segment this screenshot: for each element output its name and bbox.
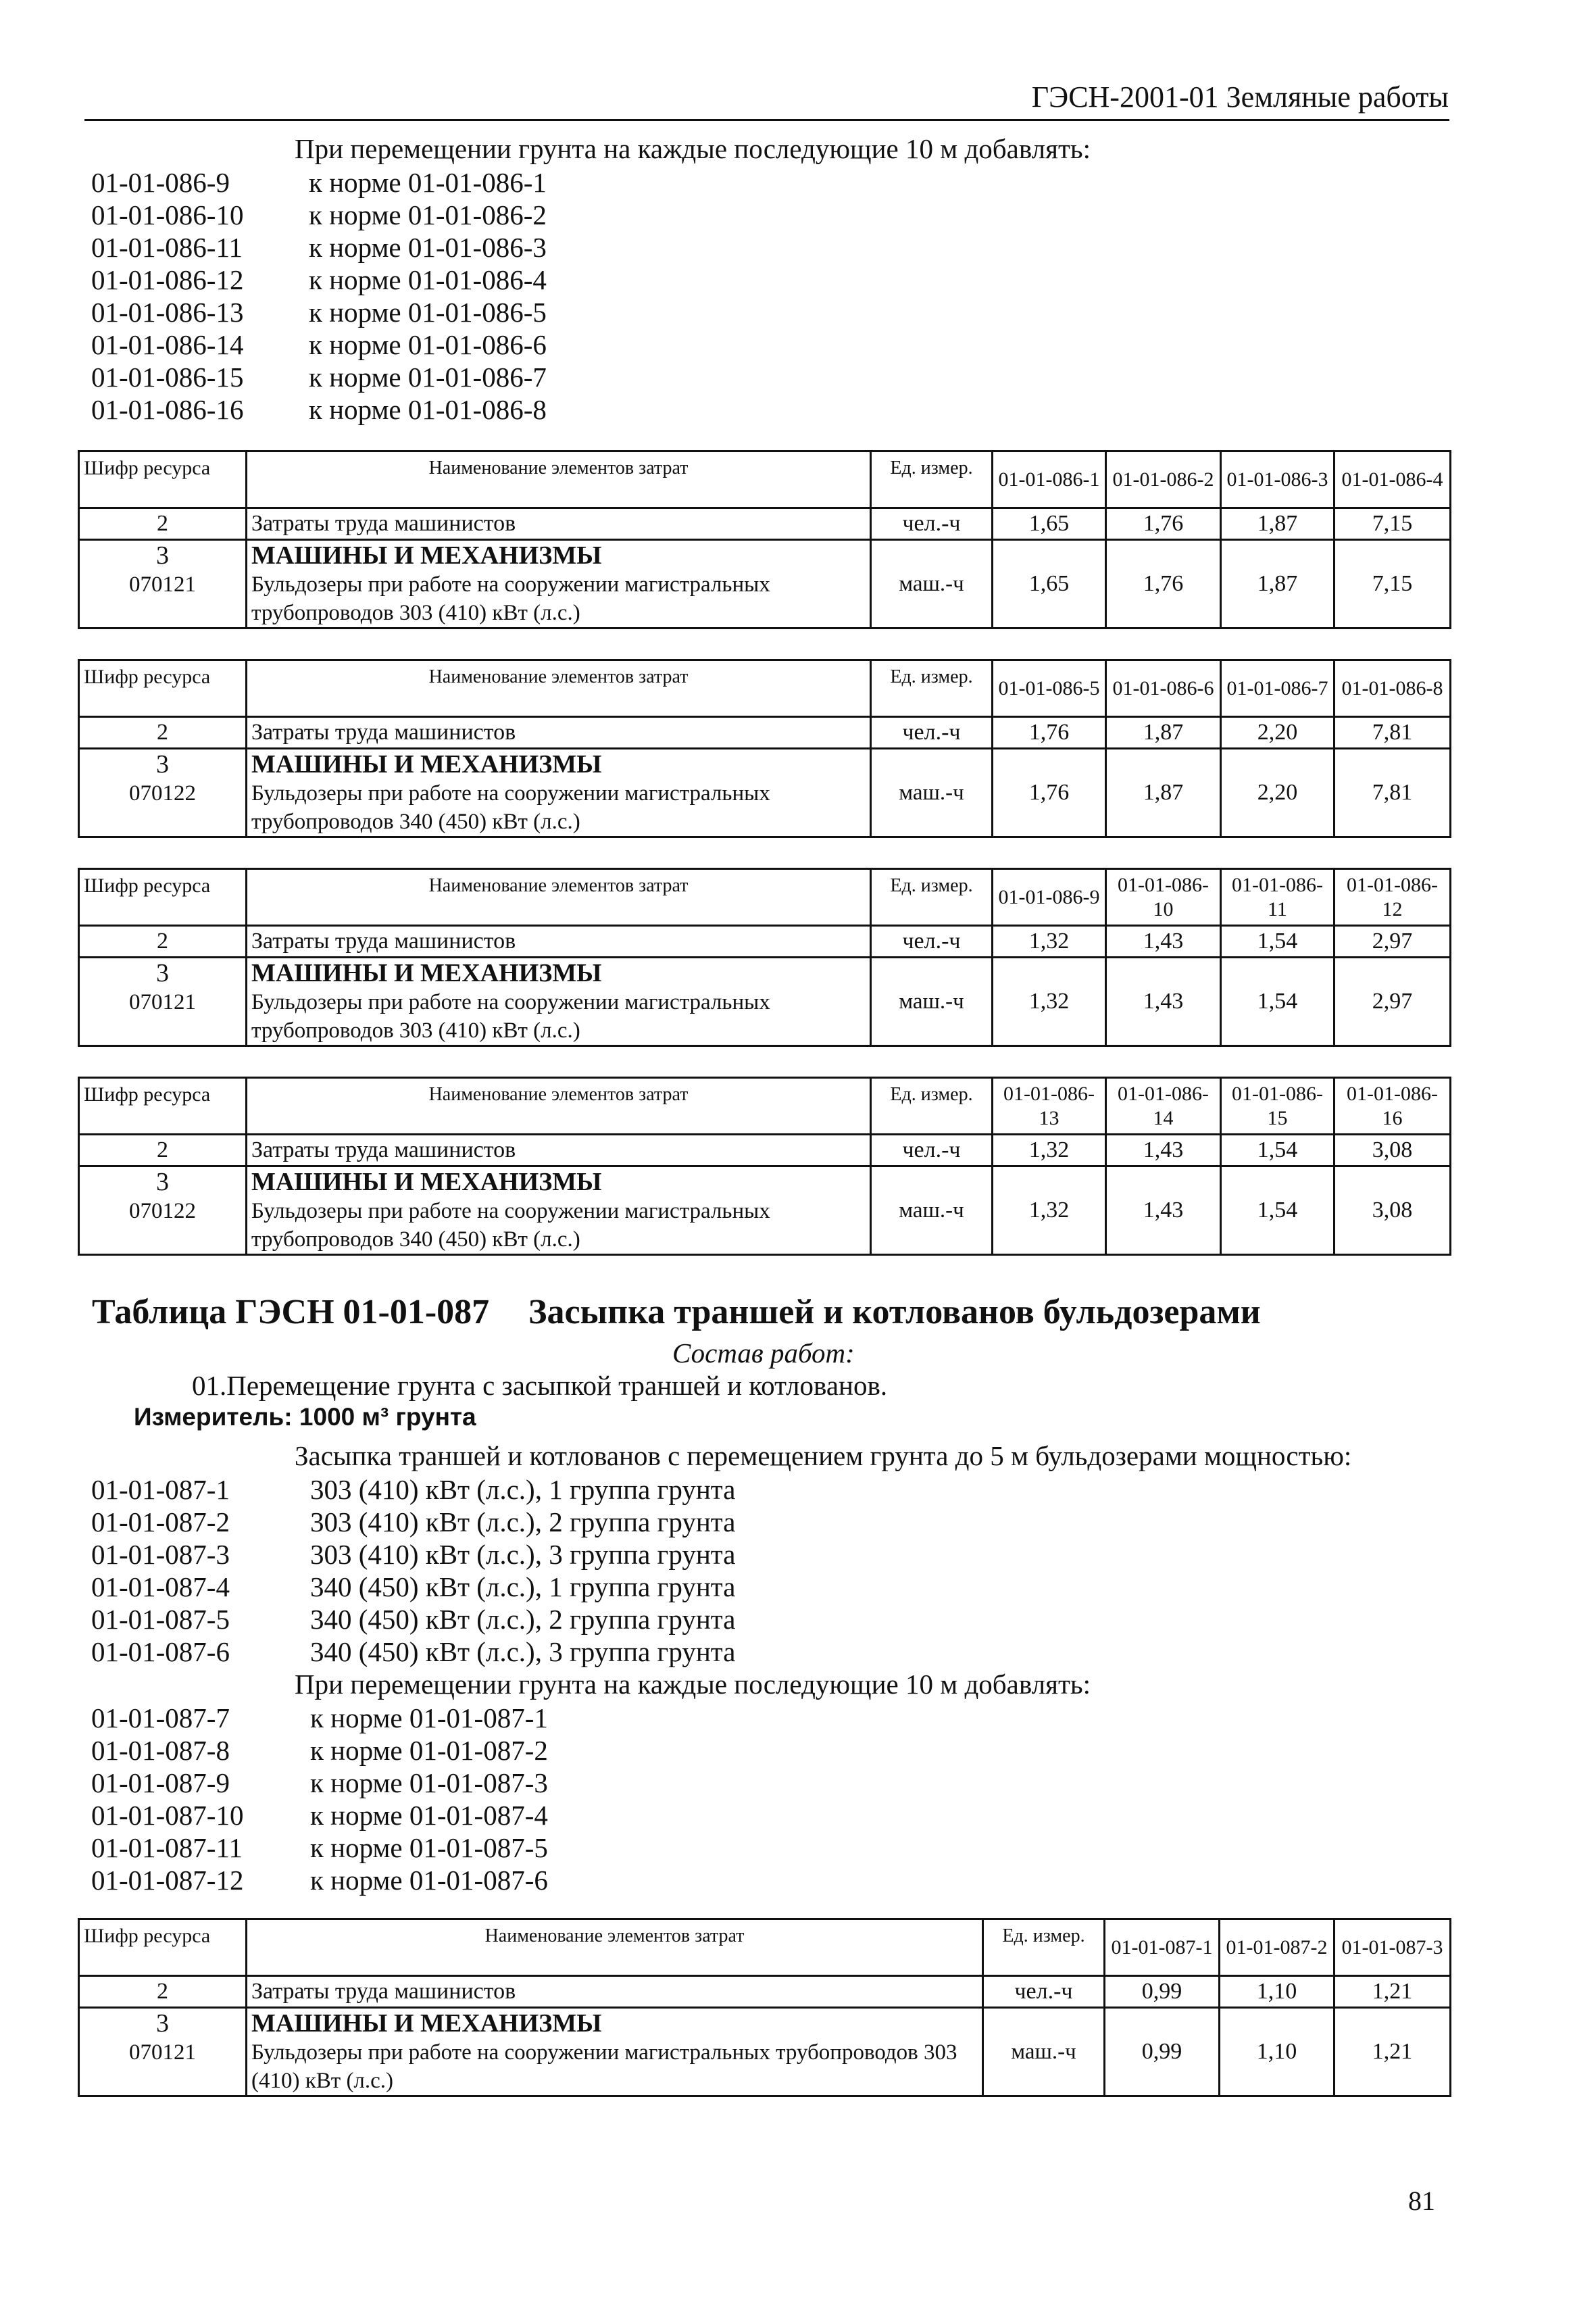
row-value: 7,81 [1335,717,1451,749]
row-value: 1,32 [993,958,1106,1046]
section-code: 3 [79,1166,247,1198]
row-value: 1,43 [1106,1166,1221,1255]
table-row [79,508,1451,540]
intro-087-1: Засыпка траншей и котлованов с перемещением грунта до 5 м бульдозерами мощностью: [295,1440,1352,1471]
col-header-norm: 01-01-086-15 [1221,1078,1335,1135]
norm-text: 303 (410) кВт (л.с.), 2 группа грунта [310,1506,736,1537]
row-value: 3,08 [1335,1135,1451,1166]
resource-table-1 [78,450,1451,629]
norm-code: 01-01-087-2 [91,1506,230,1537]
row-value: 1,76 [1106,508,1221,540]
section-row [79,1166,1451,1198]
row-value: 1,43 [1106,958,1221,1046]
col-header-code: Шифр ресурса [79,869,247,926]
norm-text: к норме 01-01-087-1 [310,1702,548,1733]
row-value: 1,87 [1221,540,1335,629]
norm-code: 01-01-087-10 [91,1800,244,1831]
norm-text: к норме 01-01-087-6 [310,1865,548,1896]
norm-text: к норме 01-01-087-5 [310,1832,548,1863]
row-unit: маш.-ч [983,2008,1105,2096]
composition-item: 01.Перемещение грунта с засыпкой траншей и котлованов. [192,1370,888,1401]
row-value: 1,10 [1220,1976,1335,2008]
row-value: 7,15 [1335,508,1451,540]
row-unit: чел.-ч [871,717,993,749]
resource-table-087 [78,1918,1451,2097]
table-title-code: Таблица ГЭСН 01-01-087 [92,1293,490,1331]
intro-087-2: При перемещении грунта на каждые последующие 10 м добавлять: [295,1669,1091,1700]
col-header-name: Наименование элементов затрат [247,660,871,717]
table-row [79,1135,1451,1166]
row-name: Затраты труда машинистов [247,1135,871,1166]
col-header-norm: 01-01-086-7 [1221,660,1335,717]
norm-code: 01-01-087-9 [91,1767,230,1798]
col-header-norm: 01-01-087-1 [1105,1919,1220,1976]
row-name: Затраты труда машинистов [247,1976,983,2008]
norm-code: 01-01-087-3 [91,1539,230,1570]
table-row [79,1976,1451,2008]
row-value: 1,32 [993,1135,1106,1166]
col-header-name: Наименование элементов затрат [247,869,871,926]
row-unit: чел.-ч [871,926,993,958]
norm-code: 01-01-086-11 [91,232,243,263]
row-value: 1,21 [1335,1976,1451,2008]
norm-code: 01-01-086-10 [91,199,244,230]
norm-text: к норме 01-01-087-2 [310,1735,548,1766]
norm-code: 01-01-087-1 [91,1474,230,1505]
row-value: 0,99 [1105,1976,1220,2008]
meter-value: 1000 м³ грунта [299,1403,476,1431]
row-code: 2 [79,1976,247,2008]
section-row [79,540,1451,571]
row-value: 1,87 [1106,749,1221,837]
row-code: 070122 [79,1197,247,1255]
row-value: 3,08 [1335,1166,1451,1255]
row-value: 0,99 [1105,2008,1220,2096]
col-header-unit: Ед. измер. [871,869,993,926]
table-row [79,926,1451,958]
norm-text: к норме 01-01-086-2 [309,199,547,230]
norm-code: 01-01-087-6 [91,1636,230,1667]
norm-text: 340 (450) кВт (л.с.), 1 группа грунта [310,1571,736,1602]
col-header-norm: 01-01-086-5 [993,660,1106,717]
norm-text: к норме 01-01-086-4 [309,264,547,295]
row-value: 1,87 [1221,508,1335,540]
row-code: 070121 [79,988,247,1046]
norm-code: 01-01-087-7 [91,1702,230,1733]
norm-list-086 [91,166,970,430]
norm-code: 01-01-086-14 [91,329,244,360]
row-code: 2 [79,926,247,958]
row-value: 7,81 [1335,749,1451,837]
norm-text: 340 (450) кВт (л.с.), 2 группа грунта [310,1604,736,1635]
col-header-norm: 01-01-086-4 [1335,451,1451,508]
row-code: 2 [79,508,247,540]
row-unit: маш.-ч [871,958,993,1046]
page-number: 81 [1408,2186,1435,2216]
col-header-code: Шифр ресурса [79,1919,247,1976]
row-name: Затраты труда машинистов [247,926,871,958]
row-value: 2,20 [1221,717,1335,749]
col-header-unit: Ед. измер. [871,660,993,717]
row-value: 1,43 [1106,926,1221,958]
row-code: 070122 [79,779,247,837]
col-header-norm: 01-01-086-10 [1106,869,1221,926]
row-value: 1,76 [993,749,1106,837]
row-value: 1,76 [993,717,1106,749]
row-value: 2,20 [1221,749,1335,837]
section-row [79,2008,1451,2039]
section-title: МАШИНЫ И МЕХАНИЗМЫ [247,958,871,989]
norm-text: к норме 01-01-087-4 [310,1800,548,1831]
col-header-unit: Ед. измер. [871,451,993,508]
col-header-norm: 01-01-086-16 [1335,1078,1451,1135]
row-name: Бульдозеры при работе на сооружении магистральных трубопроводов 340 (450) кВт (л.с.) [247,1197,871,1255]
norm-code: 01-01-087-12 [91,1865,244,1896]
section-code: 3 [79,540,247,571]
col-header-unit: Ед. измер. [983,1919,1105,1976]
row-name: Бульдозеры при работе на сооружении магистральных трубопроводов 340 (450) кВт (л.с.) [247,779,871,837]
section-title: МАШИНЫ И МЕХАНИЗМЫ [247,1166,871,1198]
row-unit: маш.-ч [871,540,993,629]
row-name: Затраты труда машинистов [247,508,871,540]
meter-label: Измеритель: [134,1403,293,1431]
row-name: Бульдозеры при работе на сооружении магистральных трубопроводов 303 (410) кВт (л.с.) [247,2038,983,2096]
norm-text: к норме 01-01-086-8 [309,394,547,425]
col-header-norm: 01-01-086-2 [1106,451,1221,508]
col-header-name: Наименование элементов затрат [247,1919,983,1976]
row-unit: маш.-ч [871,1166,993,1255]
norm-text: к норме 01-01-086-6 [309,329,547,360]
row-value: 2,97 [1335,926,1451,958]
col-header-code: Шифр ресурса [79,451,247,508]
norm-code: 01-01-087-11 [91,1832,243,1863]
row-value: 1,54 [1221,926,1335,958]
row-code: 070121 [79,2038,247,2096]
col-header-norm: 01-01-087-3 [1335,1919,1451,1976]
header-rule [84,119,1449,121]
norm-text: 303 (410) кВт (л.с.), 3 группа грунта [310,1539,736,1570]
row-value: 1,21 [1335,2008,1451,2096]
row-value: 1,65 [993,540,1106,629]
row-value: 1,32 [993,1166,1106,1255]
row-value: 1,54 [1221,1166,1335,1255]
section-code: 3 [79,749,247,780]
table-row [79,717,1451,749]
norm-text: к норме 01-01-086-3 [309,232,547,263]
col-header-norm: 01-01-086-3 [1221,451,1335,508]
norm-code: 01-01-087-8 [91,1735,230,1766]
col-header-norm: 01-01-086-13 [993,1078,1106,1135]
intro-086: При перемещении грунта на каждые последующие 10 м добавлять: [295,133,1091,164]
section-title: МАШИНЫ И МЕХАНИЗМЫ [247,2008,983,2039]
row-unit: чел.-ч [983,1976,1105,2008]
row-unit: чел.-ч [871,508,993,540]
row-name: Бульдозеры при работе на сооружении магистральных трубопроводов 303 (410) кВт (л.с.) [247,988,871,1046]
row-unit: маш.-ч [871,749,993,837]
resource-table-2 [78,659,1451,838]
col-header-unit: Ед. измер. [871,1078,993,1135]
row-value: 1,65 [993,508,1106,540]
col-header-norm: 01-01-087-2 [1220,1919,1335,1976]
norm-code: 01-01-086-16 [91,394,244,425]
section-title: МАШИНЫ И МЕХАНИЗМЫ [247,749,871,780]
col-header-norm: 01-01-086-6 [1106,660,1221,717]
row-value: 1,10 [1220,2008,1335,2096]
col-header-norm: 01-01-086-12 [1335,869,1451,926]
norm-text: к норме 01-01-086-7 [309,362,547,393]
row-value: 1,32 [993,926,1106,958]
row-code: 070121 [79,570,247,629]
col-header-name: Наименование элементов затрат [247,451,871,508]
norm-text: 340 (450) кВт (л.с.), 3 группа грунта [310,1636,736,1667]
section-code: 3 [79,958,247,989]
running-header: ГЭСН-2001-01 Земляные работы [1031,80,1449,114]
norm-text: 303 (410) кВт (л.с.), 1 группа грунта [310,1474,736,1505]
meter-line [134,1403,476,1431]
col-header-name: Наименование элементов затрат [247,1078,871,1135]
norm-code: 01-01-086-9 [91,167,230,198]
col-header-norm: 01-01-086-11 [1221,869,1335,926]
norm-code: 01-01-087-5 [91,1604,230,1635]
norm-text: к норме 01-01-086-5 [309,297,547,328]
row-value: 7,15 [1335,540,1451,629]
composition-label: Состав работ: [672,1337,855,1369]
row-code: 2 [79,1135,247,1166]
section-title: МАШИНЫ И МЕХАНИЗМЫ [247,540,871,571]
norm-list-087-1 [91,1473,970,1669]
row-value: 1,76 [1106,540,1221,629]
norm-text: к норме 01-01-086-1 [309,167,547,198]
row-unit: чел.-ч [871,1135,993,1166]
norm-code: 01-01-086-12 [91,264,244,295]
row-value: 1,54 [1221,958,1335,1046]
col-header-code: Шифр ресурса [79,1078,247,1135]
resource-table-3 [78,868,1451,1047]
row-code: 2 [79,717,247,749]
col-header-norm: 01-01-086-14 [1106,1078,1221,1135]
row-value: 1,87 [1106,717,1221,749]
norm-code: 01-01-086-15 [91,362,244,393]
row-value: 2,97 [1335,958,1451,1046]
row-name: Затраты труда машинистов [247,717,871,749]
table-title-name: Засыпка траншей и котлованов бульдозерами [528,1293,1261,1331]
row-name: Бульдозеры при работе на сооружении магистральных трубопроводов 303 (410) кВт (л.с.) [247,570,871,629]
row-value: 1,43 [1106,1135,1221,1166]
col-header-norm: 01-01-086-8 [1335,660,1451,717]
norm-text: к норме 01-01-087-3 [310,1767,548,1798]
col-header-norm: 01-01-086-9 [993,869,1106,926]
col-header-norm: 01-01-086-1 [993,451,1106,508]
section-code: 3 [79,2008,247,2039]
section-row [79,749,1451,780]
row-value: 1,54 [1221,1135,1335,1166]
norm-code: 01-01-086-13 [91,297,244,328]
norm-list-087-2 [91,1702,970,1898]
section-row [79,958,1451,989]
norm-code: 01-01-087-4 [91,1571,230,1602]
resource-table-4 [78,1077,1451,1256]
col-header-code: Шифр ресурса [79,660,247,717]
